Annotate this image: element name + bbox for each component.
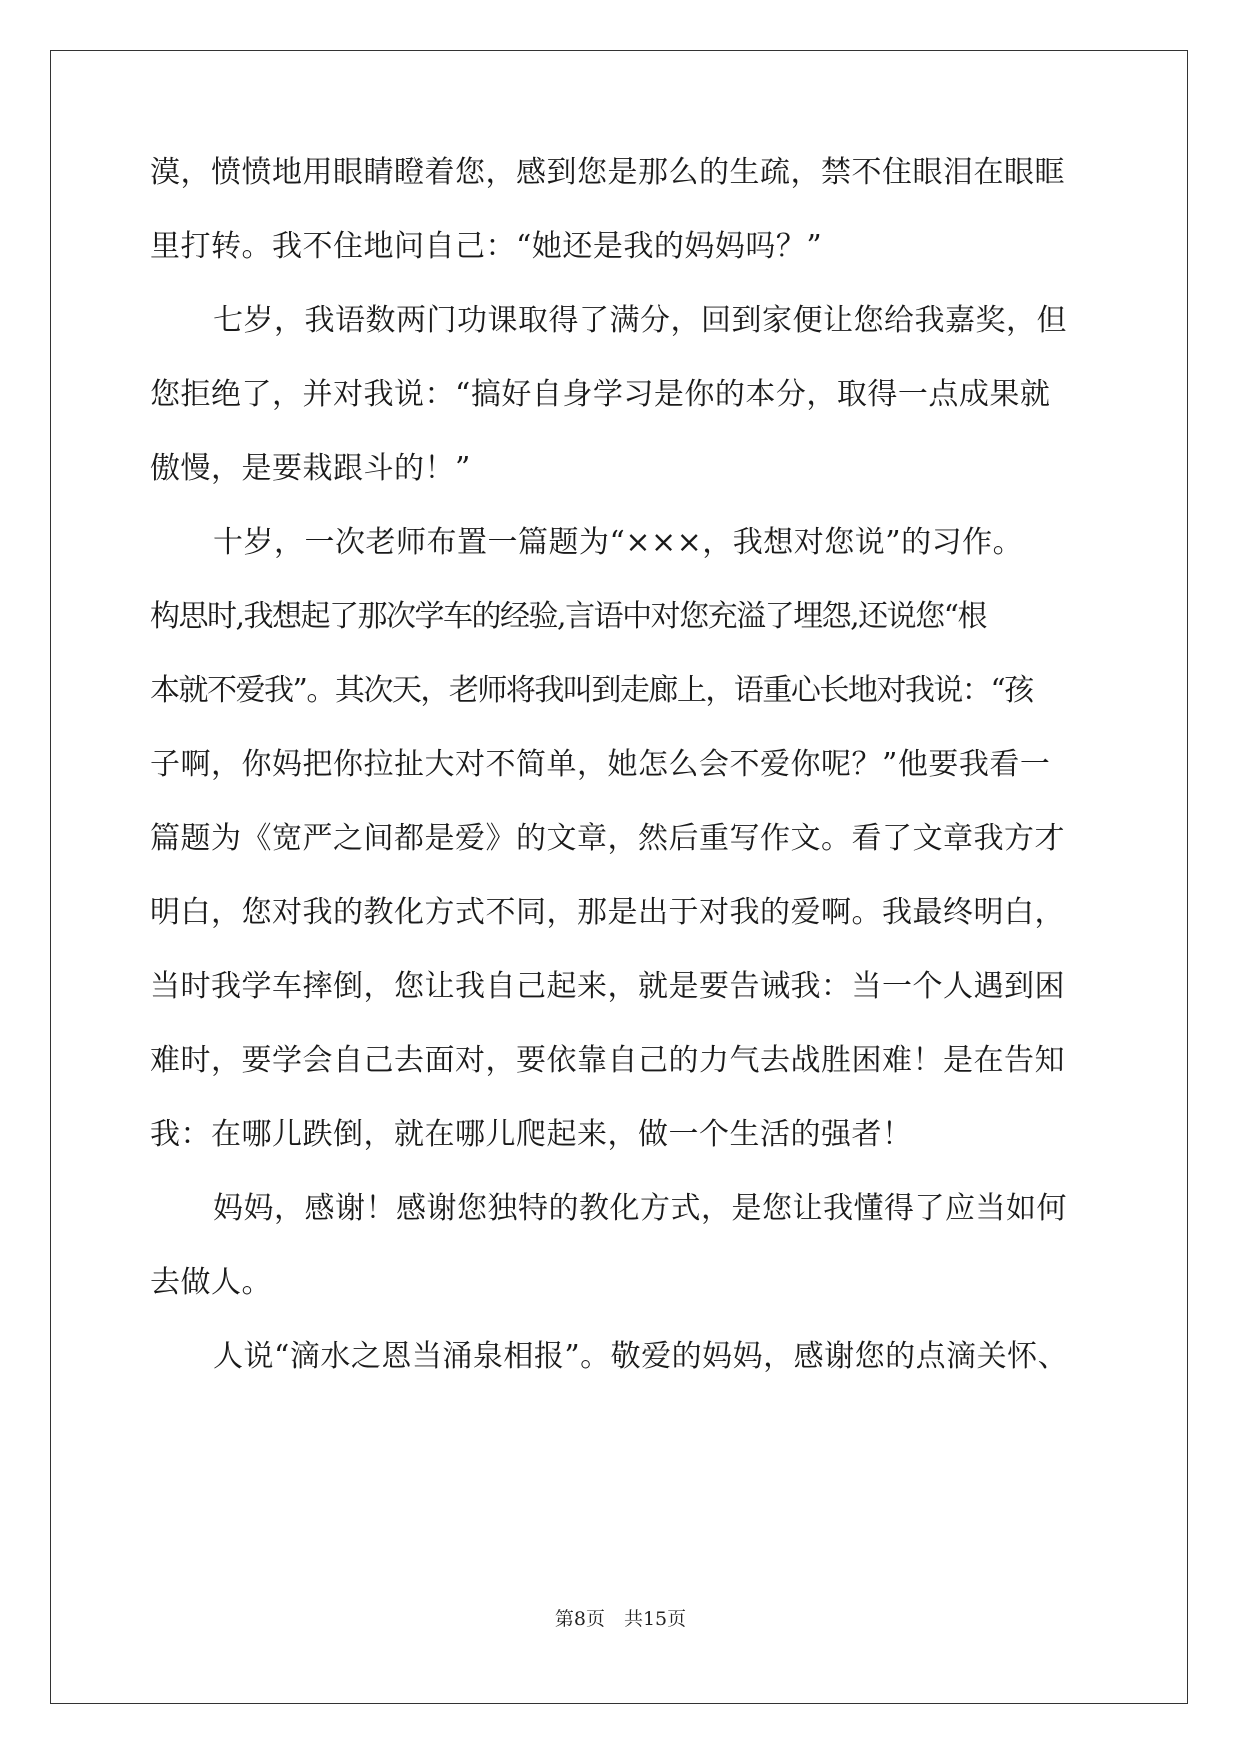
text-line: 难时，要学会自己去面对，要依靠自己的力气去战胜困难！是在告知: [150, 1043, 1065, 1078]
text-line: 我：在哪儿跌倒，就在哪儿爬起来，做一个生活的强者！: [150, 1117, 913, 1152]
text-line: 明白，您对我的教化方式不同，那是出于对我的爱啊。我最终明白，: [150, 895, 1065, 930]
paragraph-start-line: 七岁，我语数两门功课取得了满分，回到家便让您给我嘉奖，但: [213, 303, 1067, 338]
text-line: 去做人。: [150, 1265, 272, 1300]
text-line: 傲慢，是要栽跟斗的！”: [150, 451, 471, 486]
text-line: 篇题为《宽严之间都是爱》的文章，然后重写作文。看了文章我方才: [150, 821, 1065, 856]
text-line: 子啊，你妈把你拉扯大对不简单，她怎么会不爱你呢？”他要我看一: [150, 747, 1051, 782]
text-line: 您拒绝了，并对我说：“搞好自身学习是你的本分，取得一点成果就: [150, 377, 1051, 412]
page-border: [50, 50, 1188, 1704]
text-line: 里打转。我不住地问自己：“她还是我的妈妈吗？”: [150, 229, 823, 264]
paragraph-start-line: 妈妈，感谢！感谢您独特的教化方式，是您让我懂得了应当如何: [213, 1191, 1067, 1226]
paragraph-start-line: 十岁，一次老师布置一篇题为“×××，我想对您说”的习作。: [213, 525, 1024, 560]
paragraph-start-line: 人说“滴水之恩当涌泉相报”。敬爱的妈妈，感谢您的点滴关怀、: [213, 1339, 1069, 1374]
text-line: 当时我学车摔倒，您让我自己起来，就是要告诫我：当一个人遇到困: [150, 969, 1065, 1004]
page-number-footer: 第8页 共15页: [554, 1608, 687, 1630]
text-line: 漠，愤愤地用眼睛瞪着您，感到您是那么的生疏，禁不住眼泪在眼眶: [150, 155, 1065, 190]
text-line: 本就不爱我”。其次天，老师将我叫到走廊上，语重心长地对我说：“孩: [150, 673, 1033, 708]
text-line: 构思时,我想起了那次学车的经验,言语中对您充溢了埋怨,还说您“根: [150, 599, 986, 634]
